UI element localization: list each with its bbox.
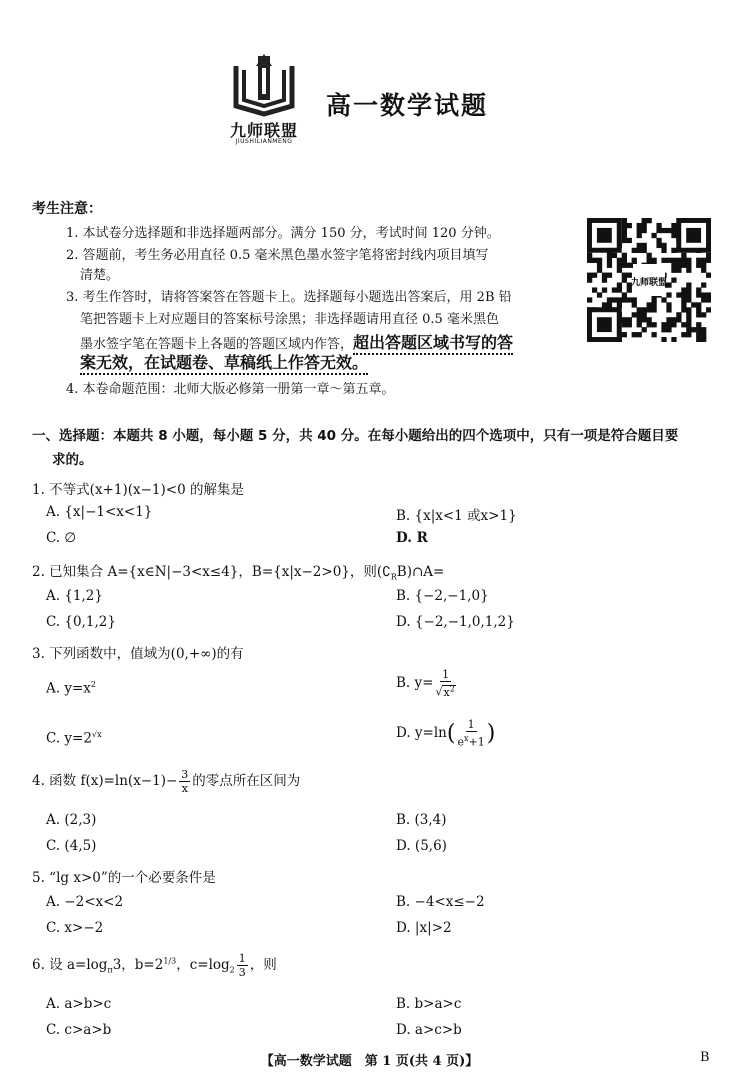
q3-option-c-text: C. y=2: [46, 730, 92, 747]
q6-stem-a: 6. 设 a=log: [32, 957, 108, 973]
q6-stem: 6. 设 $a=\log_\pi 3$，$b=2^{1/3}$，$c=\log_2$ $\frac{1}{3}$ ，则: [32, 952, 277, 979]
q6-option-c: C. c>a>b: [46, 1022, 112, 1038]
q3-stem: 3. 下列函数中，值域为(0,+∞)的有: [32, 646, 244, 662]
q4-stem-a: 4. 函数 f(x)=ln(x−1)−: [32, 773, 178, 789]
q6-stem-c: ，c=log: [176, 957, 230, 973]
q1-option-b: B. {x|x<1 或x>1}: [396, 508, 517, 524]
notice-item-3d: 超出答题区域书写的答: [353, 333, 513, 355]
q5-stem: 5. “lg x>0”的一个必要条件是: [32, 870, 216, 886]
notice-item-3e: [80, 350, 368, 373]
q5-option-c: C. x>−2: [46, 920, 104, 936]
notice-item-4: 4. 本卷命题范围：北师大版必修第一册第一章～第五章。: [66, 382, 395, 397]
q2-option-d: D. {−2,−1,0,1,2}: [396, 614, 515, 630]
version-mark: B: [700, 1050, 710, 1065]
notice-item-3a: 3. 考生作答时，请将答案答在答题卡上。选择题每小题选出答案后，用 2B 铅: [66, 290, 512, 305]
q4-stem-b: 的零点所在区间为: [192, 773, 301, 789]
q2-stem-tail: B)∩A=: [396, 564, 445, 580]
q5-option-a: A. −2<x<2: [46, 894, 124, 910]
q4-option-b: B. (3,4): [396, 812, 447, 828]
logo-subtext: JIUSHILIANMENG: [235, 138, 293, 145]
q6-option-b: B. b>a>c: [396, 996, 462, 1012]
q3-option-d: D. y=ln( $\frac{1}{e^x+1}$ ): [396, 718, 496, 749]
qr-code-icon: [587, 218, 711, 342]
q1-stem: 1. 不等式(x+1)(x−1)<0 的解集是: [32, 482, 244, 498]
q1-option-d: D. R: [396, 530, 428, 546]
q3-option-b: B. y= $\frac{1}{√x^2}$: [396, 668, 455, 699]
notice-heading: 考生注意：: [32, 201, 102, 217]
q3-option-b-text: B. y=: [396, 674, 434, 691]
q1-option-a: A. {x|−1<x<1}: [46, 504, 153, 520]
q4-option-c: C. (4,5): [46, 838, 97, 854]
q6-stem-d: ，则: [249, 957, 277, 973]
notice-item-2b: 清楚。: [80, 268, 120, 283]
q4-option-a: A. (2,3): [46, 812, 97, 828]
qr-code: [587, 218, 711, 342]
q3-option-d-text: D. y=ln: [396, 724, 447, 741]
section-heading-cont: 求的。: [52, 452, 93, 468]
q2-stem: 2. 已知集合 A={x∈N|−3<x≤4}，B={x|x−2>0}，则$(∁_RB)\cap A=$: [32, 564, 445, 582]
svg-text:九师联盟: 九师联盟: [630, 278, 668, 288]
q2-option-b: B. {−2,−1,0}: [396, 588, 489, 604]
notice-item-2a: 2. 答题前，考生务必用直径 0.5 毫米黑色墨水签字笔将密封线内项目填写: [66, 248, 489, 263]
q1-option-c: C. ∅: [46, 530, 77, 546]
notice-item-1: 1. 本试卷分选择题和非选择题两部分。满分 150 分，考试时间 120 分钟。: [66, 226, 500, 241]
q2-stem-text: 2. 已知集合 A={x∈N|−3<x≤4}，B={x|x−2>0}，则(∁: [32, 564, 391, 580]
logo-text: 九师联盟: [229, 121, 298, 140]
q5-option-b: B. −4<x≤−2: [396, 894, 485, 910]
q4-stem: 4. 函数 f(x)=ln(x−1)− $\frac{3}{x}$ 的零点所在区间为: [32, 768, 301, 795]
notice-item-3e-text: 案无效，在试题卷、草稿纸上作答无效。: [80, 353, 368, 375]
q2-option-a: A. {1,2}: [46, 588, 103, 604]
q6-stem-b: 3，b=2: [112, 957, 164, 973]
section-heading: 一、选择题：本题共 8 小题，每小题 5 分，共 40 分。在每小题给出的四个选项中，只有一项是符合题目要: [32, 428, 679, 444]
notice-item-3c: 墨水签字笔在答题卡上各题的答题区域内作答，: [80, 337, 354, 352]
page-footer: 【高一数学试题 第 1 页(共 4 页)】: [260, 1054, 479, 1069]
notice-item-3b: 笔把答题卡上对应题目的答案标号涂黑；非选择题请用直径 0.5 毫米黑色: [80, 312, 499, 327]
q6-option-d: D. a>c>b: [396, 1022, 462, 1038]
q4-option-d: D. (5,6): [396, 838, 447, 854]
logo-emblem-icon: [218, 48, 310, 118]
q2-option-c: C. {0,1,2}: [46, 614, 116, 630]
q5-option-d: D. |x|>2: [396, 920, 452, 936]
page-title: 高一数学试题: [326, 91, 489, 120]
q3-option-a: A. $y=x^2$: [46, 680, 96, 697]
q6-option-a: A. a>b>c: [46, 996, 112, 1012]
q3-option-c: C. $y=2^{√x}$: [46, 730, 102, 747]
q3-option-a-text: A. y=x: [46, 680, 91, 697]
